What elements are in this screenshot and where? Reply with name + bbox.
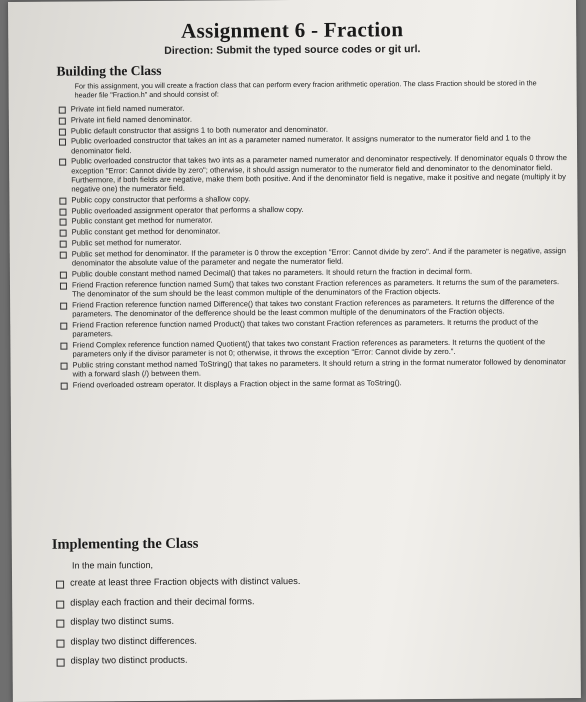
checkbox-bullet-icon xyxy=(60,241,67,248)
list-item-text: display each fraction and their decimal forms. xyxy=(70,595,255,608)
checkbox-bullet-icon xyxy=(60,230,67,237)
list-item-text: display two distinct sums. xyxy=(70,615,175,627)
list-item xyxy=(60,297,570,319)
list-item-text: Friend overloaded ostream operator. It displays a Fraction object in the same format as ToString(). xyxy=(72,377,402,390)
list-item-text: Public constant get method for denominator. xyxy=(71,226,221,237)
section-intro-building: For this assignment, you will create a fraction class that can perform every fracion arithmetic operation. The class Fraction should be stored in the header file "Fraction.h" and should consist of: xyxy=(74,78,537,100)
checkbox-bullet-icon xyxy=(59,208,66,215)
list-item xyxy=(56,613,536,627)
checkbox-bullet-icon xyxy=(59,117,66,124)
list-item xyxy=(60,246,570,268)
assignment-sheet xyxy=(8,0,581,702)
checkbox-bullet-icon xyxy=(59,128,66,135)
list-item xyxy=(59,153,569,193)
list-item-text: Friend Fraction reference function named Product() that takes two constant Fraction references as parameters. It returns the product of the parameters. xyxy=(72,316,539,339)
list-item xyxy=(60,337,570,359)
list-item-text: Public set method for numerator. xyxy=(71,237,182,248)
checkbox-bullet-icon xyxy=(56,581,64,589)
list-item xyxy=(61,357,571,379)
checkbox-bullet-icon xyxy=(56,620,64,628)
list-item-text: Friend Fraction reference function named Difference() that takes two constant Fraction references as parameters. It returns the difference of the parameters. The denominator of the defference should be the least common multiple of the denuminators of the Fraction objects. xyxy=(72,296,555,319)
list-item-text: Public overloaded assignment operator that performs a shallow copy. xyxy=(71,204,304,216)
implementation-list xyxy=(56,574,537,675)
checkbox-bullet-icon xyxy=(59,107,66,114)
list-item-text: display two distinct differences. xyxy=(70,635,197,647)
list-item-text: display two distinct products. xyxy=(70,654,188,666)
list-item xyxy=(56,574,536,588)
list-item-text: create at least three Fraction objects with distinct values. xyxy=(70,575,301,588)
section-intro-implementing: In the main function, xyxy=(71,559,154,571)
checkbox-bullet-icon xyxy=(61,382,68,389)
direction-text: Submit the typed source codes or git url. xyxy=(216,43,421,57)
list-item-text: Public default constructor that assigns 1 to both numerator and denominator. xyxy=(70,124,329,136)
list-item xyxy=(60,277,570,299)
list-item-text: Private int field named denominator. xyxy=(70,114,193,125)
checkbox-bullet-icon xyxy=(57,659,65,667)
checkbox-bullet-icon xyxy=(60,302,67,309)
list-item xyxy=(60,317,570,339)
section-heading-building: Building the Class xyxy=(56,62,162,79)
list-item-text: Public set method for denominator. If the parameter is 0 throw the exception "Error: Cannot divide by zero". And if the parameter is negative, assign denominator the absolute value of the parameter and negate the numerator field. xyxy=(71,245,566,268)
list-item-text: Public string constant method named ToString() that takes no parameters. It should return a string in the format numerator followed by denominator with a forward slash (/) between them. xyxy=(72,356,566,379)
checkbox-bullet-icon xyxy=(60,251,67,258)
list-item-text: Public constant get method for numerator. xyxy=(71,215,213,226)
list-item-text: Public overloaded constructor that takes two ints as a parameter named numerator and denominator respectively. If denominator equals 0 throw the exception "Error: Cannot divide by zero"; otherwise, it should assign numerator to the numerator field and denominator to the denominator field. Furthermore, if both fields are negative, make them both positive. And if the denominator field is negative, make it positive and negate (multiply it by negative one) the numerator field. xyxy=(71,153,567,194)
checkbox-bullet-icon xyxy=(60,342,67,349)
checkbox-bullet-icon xyxy=(56,639,64,647)
list-item-text: Friend Fraction reference function named Sum() that takes two constant Fraction references as parameters. It returns the sum of the parameters. The denominator of the sum should be the least common multiple of the denuminators of the Fraction objects. xyxy=(71,276,560,299)
requirements-list xyxy=(59,101,571,391)
checkbox-bullet-icon xyxy=(60,271,67,278)
section-heading-implementing: Implementing the Class xyxy=(51,535,199,553)
list-item xyxy=(56,594,536,608)
checkbox-bullet-icon xyxy=(59,197,66,204)
list-item-text: Public copy constructor that performs a shallow copy. xyxy=(71,194,251,205)
list-item xyxy=(61,377,571,390)
list-item-text: Public overloaded constructor that takes an int as a parameter named numerator. It assigns numerator to the numerator field and 1 to the denominator field. xyxy=(70,133,531,156)
list-item-text: Private int field named numerator. xyxy=(70,103,185,114)
checkbox-bullet-icon xyxy=(56,600,64,608)
list-item-text: Public double constant method named Decimal() that takes no parameters. It should return the fraction in decimal form. xyxy=(71,266,473,279)
list-item xyxy=(59,133,569,155)
direction-label: Direction: xyxy=(164,44,214,57)
checkbox-bullet-icon xyxy=(60,322,67,329)
checkbox-bullet-icon xyxy=(61,362,68,369)
list-item-text: Friend Complex reference function named Quotient() that takes two constant Fraction references as parameters. It returns the quotient of the parameters only if the divisor parameter is not 0; otherwise, it throws the exception "Error: Cannot divide by zero.". xyxy=(72,336,546,359)
direction-line xyxy=(8,42,576,58)
list-item xyxy=(56,633,536,647)
list-item xyxy=(57,652,537,666)
checkbox-bullet-icon xyxy=(60,219,67,226)
checkbox-bullet-icon xyxy=(60,282,67,289)
checkbox-bullet-icon xyxy=(59,159,66,166)
checkbox-bullet-icon xyxy=(59,139,66,146)
page-title: Assignment 6 - Fraction xyxy=(181,17,404,43)
